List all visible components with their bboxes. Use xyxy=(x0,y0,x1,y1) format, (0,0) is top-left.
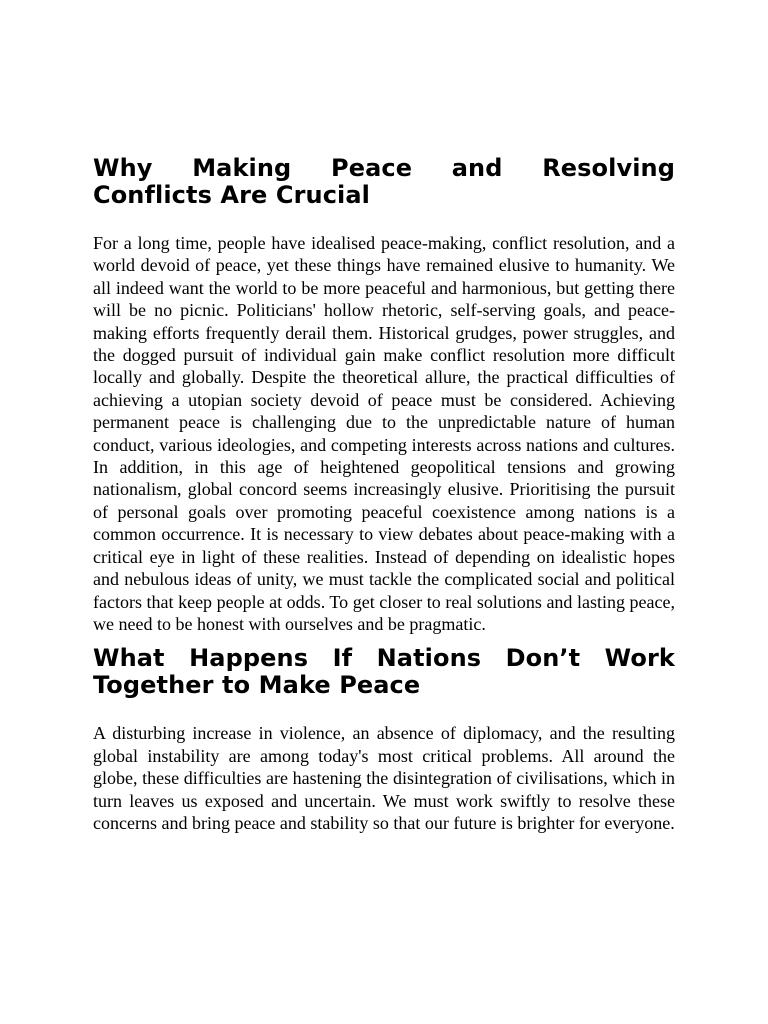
section-body-nations-cooperation: A disturbing increase in violence, an absence of diplomacy, and the resulting global instability are among today's most critical problems. All around the globe, these difficulties are hastening the disintegration of civilisations, which in turn leaves us exposed and uncertain. We must work swiftly to resolve these concerns and bring peace and stability so that our future is brighter for everyone. xyxy=(93,723,675,833)
section-heading-why-peace: Why Making Peace and Resolving Conflicts Are Crucial xyxy=(93,154,675,209)
section-body-why-peace: For a long time, people have idealised peace-making, conflict resolution, and a world devoid of peace, yet these things have remained elusive to humanity. We all indeed want the world to be more peaceful and harmonious, but getting there will be no picnic. Politicians' hollow rhetoric, self-serving goals, and peace-making efforts frequently derail them. Historical grudges, power struggles, and the dogged pursuit of individual gain make conflict resolution more difficult locally and globally. Despite the theoretical allure, the practical difficulties of achieving a utopian society devoid of peace must be considered. Achieving permanent peace is challenging due to the unpredictable nature of human conduct, various ideologies, and competing interests across nations and cultures. In addition, in this age of heightened geopolitical tensions and growing nationalism, global concord seems increasingly elusive. Prioritising the pursuit of personal goals over promoting peaceful coexistence among nations is a common occurrence. It is necessary to view debates about peace-making with a critical eye in light of these realities. Instead of depending on idealistic hopes and nebulous ideas of unity, we must tackle the complicated social and political factors that keep people at odds. To get closer to real solutions and lasting peace, we need to be honest with ourselves and be pragmatic. xyxy=(93,233,675,634)
document-page xyxy=(93,155,675,834)
section-heading-nations-cooperation: What Happens If Nations Don’t Work Together to Make Peace xyxy=(93,644,675,700)
